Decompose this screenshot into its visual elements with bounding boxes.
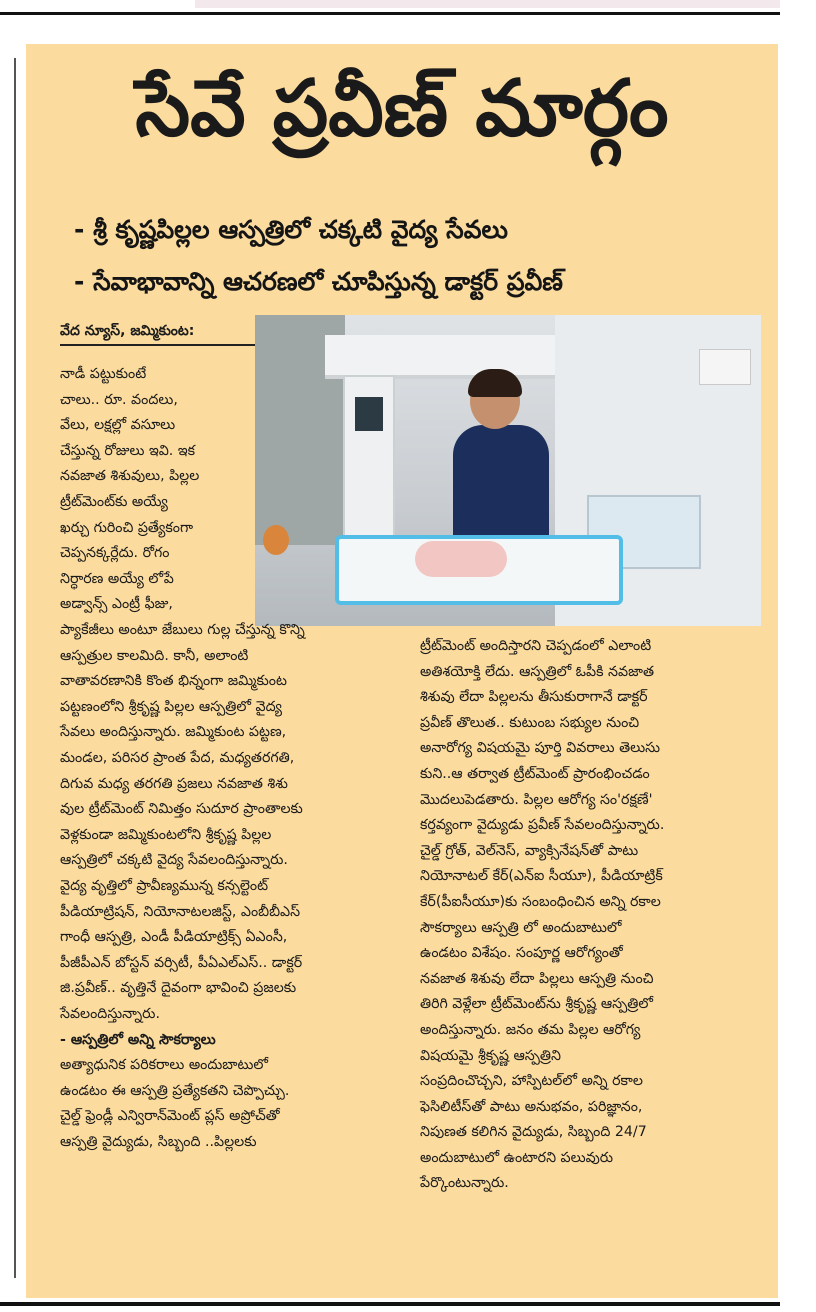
text-line: ట్రీట్‌మెంట్ అందిస్తారని చెప్పడంలో ఎలాంటి [420, 638, 652, 654]
text-line: అతిశయోక్తి లేదు. ఆస్పత్రిలో ఓపీకి నవజాత [420, 663, 654, 680]
text-line: ఆస్పత్రి వైద్యుడు, సిబ్బంది ..పిల్లలకు [60, 1133, 257, 1150]
text-line: శిశువు లేదా పిల్లలను తీసుకురాగానే డాక్టర్ [420, 689, 648, 706]
text-line: అనారోగ్య విషయమై పూర్తి వివరాలు తెలుసు [420, 740, 660, 757]
text-line: కర్తవ్యంగా వైద్యుడు ప్రవీణ్ సేవలందిస్తున్నారు. [420, 817, 665, 834]
photo-newborn [415, 541, 507, 577]
text-line: మొదలుపెడతారు. పిల్లల ఆరోగ్య సం'రక్షణే' [420, 791, 653, 808]
text-line: నిర్ధారణ అయ్యే లోపే [60, 570, 174, 587]
text-line: ఫెసిలిటీస్‌తో పాటు అనుభవం, పరిజ్ఞానం, [420, 1098, 643, 1115]
article-column-narrow [60, 362, 250, 618]
text-line: పీజీపీఎన్ బోస్టన్ వర్సిటీ, పీఏఎల్ఎస్.. డాక్టర్ [60, 954, 303, 971]
text-line: ప్రవీణ్ తొలుత.. కుటుంబ సభ్యుల నుంచి [420, 714, 640, 731]
text-line: గాంధీ ఆస్పత్రి, ఎండీ పీడియాట్రిక్స్ ఏఎంసీ, [60, 929, 288, 946]
article-subheading-1: - శ్రీ కృష్ణపిల్లల ఆస్పత్రిలో చక్కటి వైద్య సేవలు [74, 215, 508, 244]
text-line: కుని..ఆ తర్వాత ట్రీట్‌మెంట్ ప్రారంభించడం [420, 765, 650, 782]
section-subhead: - ఆస్పత్రిలో అన్ని సౌకర్యాలు [60, 1031, 216, 1048]
article-column-right [420, 634, 772, 1197]
text-line: సేవలందిస్తున్నారు. [60, 1005, 160, 1022]
text-line: చైల్డ్ ఫ్రెండ్లీ ఎన్విరాన్‌మెంట్ ప్లస్ అప్రోచ్‌తో [60, 1108, 280, 1125]
photo-radiant-warmer [325, 335, 555, 379]
text-line: దిగువ మధ్య తరగతి ప్రజలు నవజాత శిశు [60, 775, 288, 792]
text-line: నియోనాటల్ కేర్(ఎన్ఐ సీయూ), పీడియాట్రిక్ [420, 868, 663, 885]
text-line: ఆస్పత్రిలో చక్కటి వైద్య సేవలందిస్తున్నారు. [60, 852, 288, 869]
text-line: వాతావరణానికి కొంత భిన్నంగా జమ్మికుంట [60, 673, 287, 690]
text-line: నాడీ పట్టుకుంటే [60, 366, 147, 382]
text-line: తిరిగి వెళ్లేలా ట్రీట్‌మెంట్‌ను శ్రీకృష్ణ ఆస్పత్రిలో [420, 996, 653, 1013]
text-line: అందిస్తున్నారు. జనం తమ పిల్లల ఆరోగ్య [420, 1021, 641, 1038]
text-line: చేస్తున్న రోజులు ఇవి. ఇక [60, 442, 196, 459]
text-line: ఉండటం విశేషం. సంపూర్ణ ఆరోగ్యంతో [420, 945, 623, 962]
text-line: అందుబాటులో ఉంటారని పలువురు [420, 1149, 614, 1166]
text-line: వేలు, లక్షల్లో వసూలు [60, 417, 176, 434]
text-line: నవజాత శిశువు లేదా పిల్లలు ఆస్పత్రి నుంచి [420, 970, 654, 987]
top-color-strip [195, 0, 780, 8]
column-rule-left [14, 58, 16, 1278]
text-line: సౌకర్యాలు ఆస్పత్రి లో అందుబాటులో [420, 919, 622, 936]
text-line: ఖర్చు గురించి ప్రత్యేకంగా [60, 519, 194, 536]
text-line: పేర్కొంటున్నారు. [420, 1175, 509, 1192]
text-line: ఆస్పత్రుల కాలమిది. కానీ, అలాంటి [60, 647, 249, 664]
text-line: నవజాత శిశువులు, పిల్లల [60, 468, 200, 485]
text-line: నిపుణత కలిగిన వైద్యుడు, సిబ్బంది 24/7 [420, 1124, 647, 1141]
photo-monitor-screen [355, 397, 383, 431]
article-subheading-2: - సేవాభావాన్ని ఆచరణలో చూపిస్తున్న డాక్టర్ ప్రవీణ్ [74, 267, 563, 296]
article-column-left [60, 618, 420, 1155]
top-rule [0, 12, 780, 15]
text-line: ట్రీట్‌మెంట్‌కు అయ్యే [60, 493, 168, 510]
text-line: అత్యాధునిక పరికరాలు అందుబాటులో [60, 1057, 268, 1074]
text-line: వుల ట్రీట్‌మెంట్ నిమిత్తం సుదూర ప్రాంతాలకు [60, 801, 303, 818]
text-line: ప్యాకేజీలు అంటూ జేబులు గుల్ల చేస్తున్న కొన్ని [60, 622, 305, 638]
text-line: వైద్య వృత్తిలో ప్రావీణ్యమున్న కన్సల్టెంట్ [60, 877, 269, 894]
text-line: కేర్(పీఐసీయూ)కు సంబంధించిన అన్ని రకాల [420, 893, 661, 910]
article-headline: సేవే ప్రవీణ్ మార్గం [135, 63, 669, 154]
text-line: సేవలు అందిస్తున్నారు. జమ్మికుంట పట్టణ, [60, 724, 287, 741]
text-line: విషయమై శ్రీకృష్ణ ఆస్పత్రిని [420, 1047, 561, 1064]
text-line: మండల, పరిసర ప్రాంత పేద, మధ్యతరగతి, [60, 749, 295, 766]
text-line: పీడియాట్రిషన్, నియోనాటలజిస్ట్, ఎంబీబీఎస్ [60, 903, 301, 920]
dateline: వేద న్యూస్, జమ్మికుంట: [60, 320, 256, 346]
text-line: వెళ్లకుండా జమ్మికుంటలోని శ్రీకృష్ణ పిల్లల [60, 826, 272, 843]
text-line: చైల్డ్ గ్రోత్, వెల్‌నెస్, వ్యాక్సినేషన్‌తో పాటు [420, 842, 639, 859]
photo-gourd [263, 525, 289, 555]
text-line: చెప్పనక్కర్లేదు. రోగం [60, 545, 170, 562]
doctor-with-newborn-photo [255, 315, 761, 626]
bottom-rule [0, 1302, 780, 1306]
photo-air-conditioner [699, 349, 751, 385]
text-line: అడ్వాన్స్ ఎంట్రీ ఫీజు, [60, 596, 173, 613]
text-line: చాలు.. రూ. వందలు, [60, 391, 178, 408]
text-line: సంప్రదించొచ్చని, హాస్పిటల్‌లో అన్ని రకాల [420, 1073, 643, 1090]
text-line: ఉండటం ఈ ఆస్పత్రి ప్రత్యేకతని చెప్పొచ్చు. [60, 1082, 290, 1099]
text-line: జి.ప్రవీణ్.. వృత్తినే దైవంగా భావించి ప్రజలకు [60, 980, 297, 997]
article-panel [26, 44, 778, 1298]
text-line: పట్టణంలోని శ్రీకృష్ణ పిల్లల ఆస్పత్రిలో వైద్య [60, 698, 283, 715]
